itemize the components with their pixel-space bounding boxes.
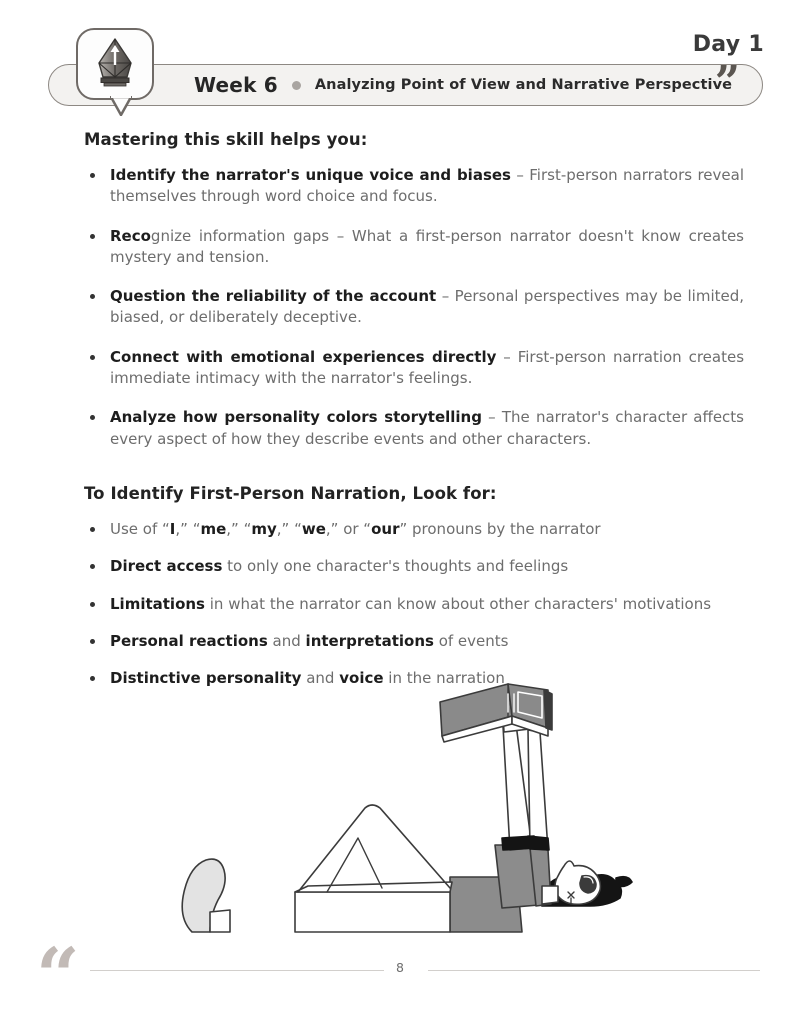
header-banner-bar <box>48 57 763 108</box>
list-item-emphasis: Connect with emotional experiences directly <box>110 347 497 366</box>
list-item-emphasis: Identify the narrator's unique voice and biases <box>110 166 511 184</box>
fountain-pen-nib-icon <box>92 37 138 91</box>
separator-dot-icon <box>292 81 301 90</box>
identify-list <box>84 519 744 689</box>
page-header <box>0 0 800 128</box>
section-heading-1: Mastering this skill helps you: <box>84 130 368 149</box>
list-item-emphasis: Analyze how personality colors storytelling <box>110 408 482 427</box>
list-item: Distinctive personality and voice in the narration <box>84 668 744 689</box>
list-item: Use of “I,” “me,” “my,” “we,” or “our” pronouns by the narrator <box>84 519 744 540</box>
illustration-person-reading <box>150 680 670 940</box>
arm-right-shape <box>528 730 548 850</box>
footer-rule-right <box>428 970 760 971</box>
list-item: Limitations in what the narrator can know about other characters' motivations <box>84 594 744 615</box>
closing-quote-icon: ” <box>714 57 740 108</box>
opening-quote-icon: “ <box>36 931 80 1020</box>
list-item: Connect with emotional experiences directly – First-person narration creates immediate intimacy with the narrator's feelings. <box>84 347 744 390</box>
page-footer <box>0 930 800 1020</box>
list-item: Personal reactions and interpretations of events <box>84 631 744 652</box>
list-item: Analyze how personality colors storytelling – The narrator's character affects every aspect of how they describe events and other characters. <box>84 407 744 450</box>
page-content <box>84 130 744 705</box>
list-item: Identify the narrator's unique voice and biases – First-person narrators reveal themselves through word choice and focus. <box>84 165 744 208</box>
list-item-emphasis: Reco <box>110 226 151 245</box>
lesson-title: Analyzing Point of View and Narrative Perspective <box>314 77 733 93</box>
page-number: 8 <box>396 960 404 975</box>
list-item: Recognize information gaps – What a first-person narrator doesn't know creates mystery and tension. <box>84 226 744 269</box>
lower-leg-shape <box>295 892 450 932</box>
list-item: Question the reliability of the account – Personal perspectives may be limited, biased, or deliberately deceptive. <box>84 286 744 329</box>
benefits-list <box>84 165 744 450</box>
day-label: Day 1 <box>692 32 764 57</box>
pen-badge-bubble <box>76 28 154 100</box>
knee-bend-outline <box>298 805 450 892</box>
list-item-emphasis: Question the reliability of the account <box>110 287 437 306</box>
speech-bubble-tail-icon <box>110 96 132 116</box>
week-label: Week 6 <box>194 73 278 97</box>
section-heading-2: To Identify First-Person Narration, Look for: <box>84 483 497 503</box>
list-item: Direct access to only one character's thoughts and feelings <box>84 556 744 577</box>
